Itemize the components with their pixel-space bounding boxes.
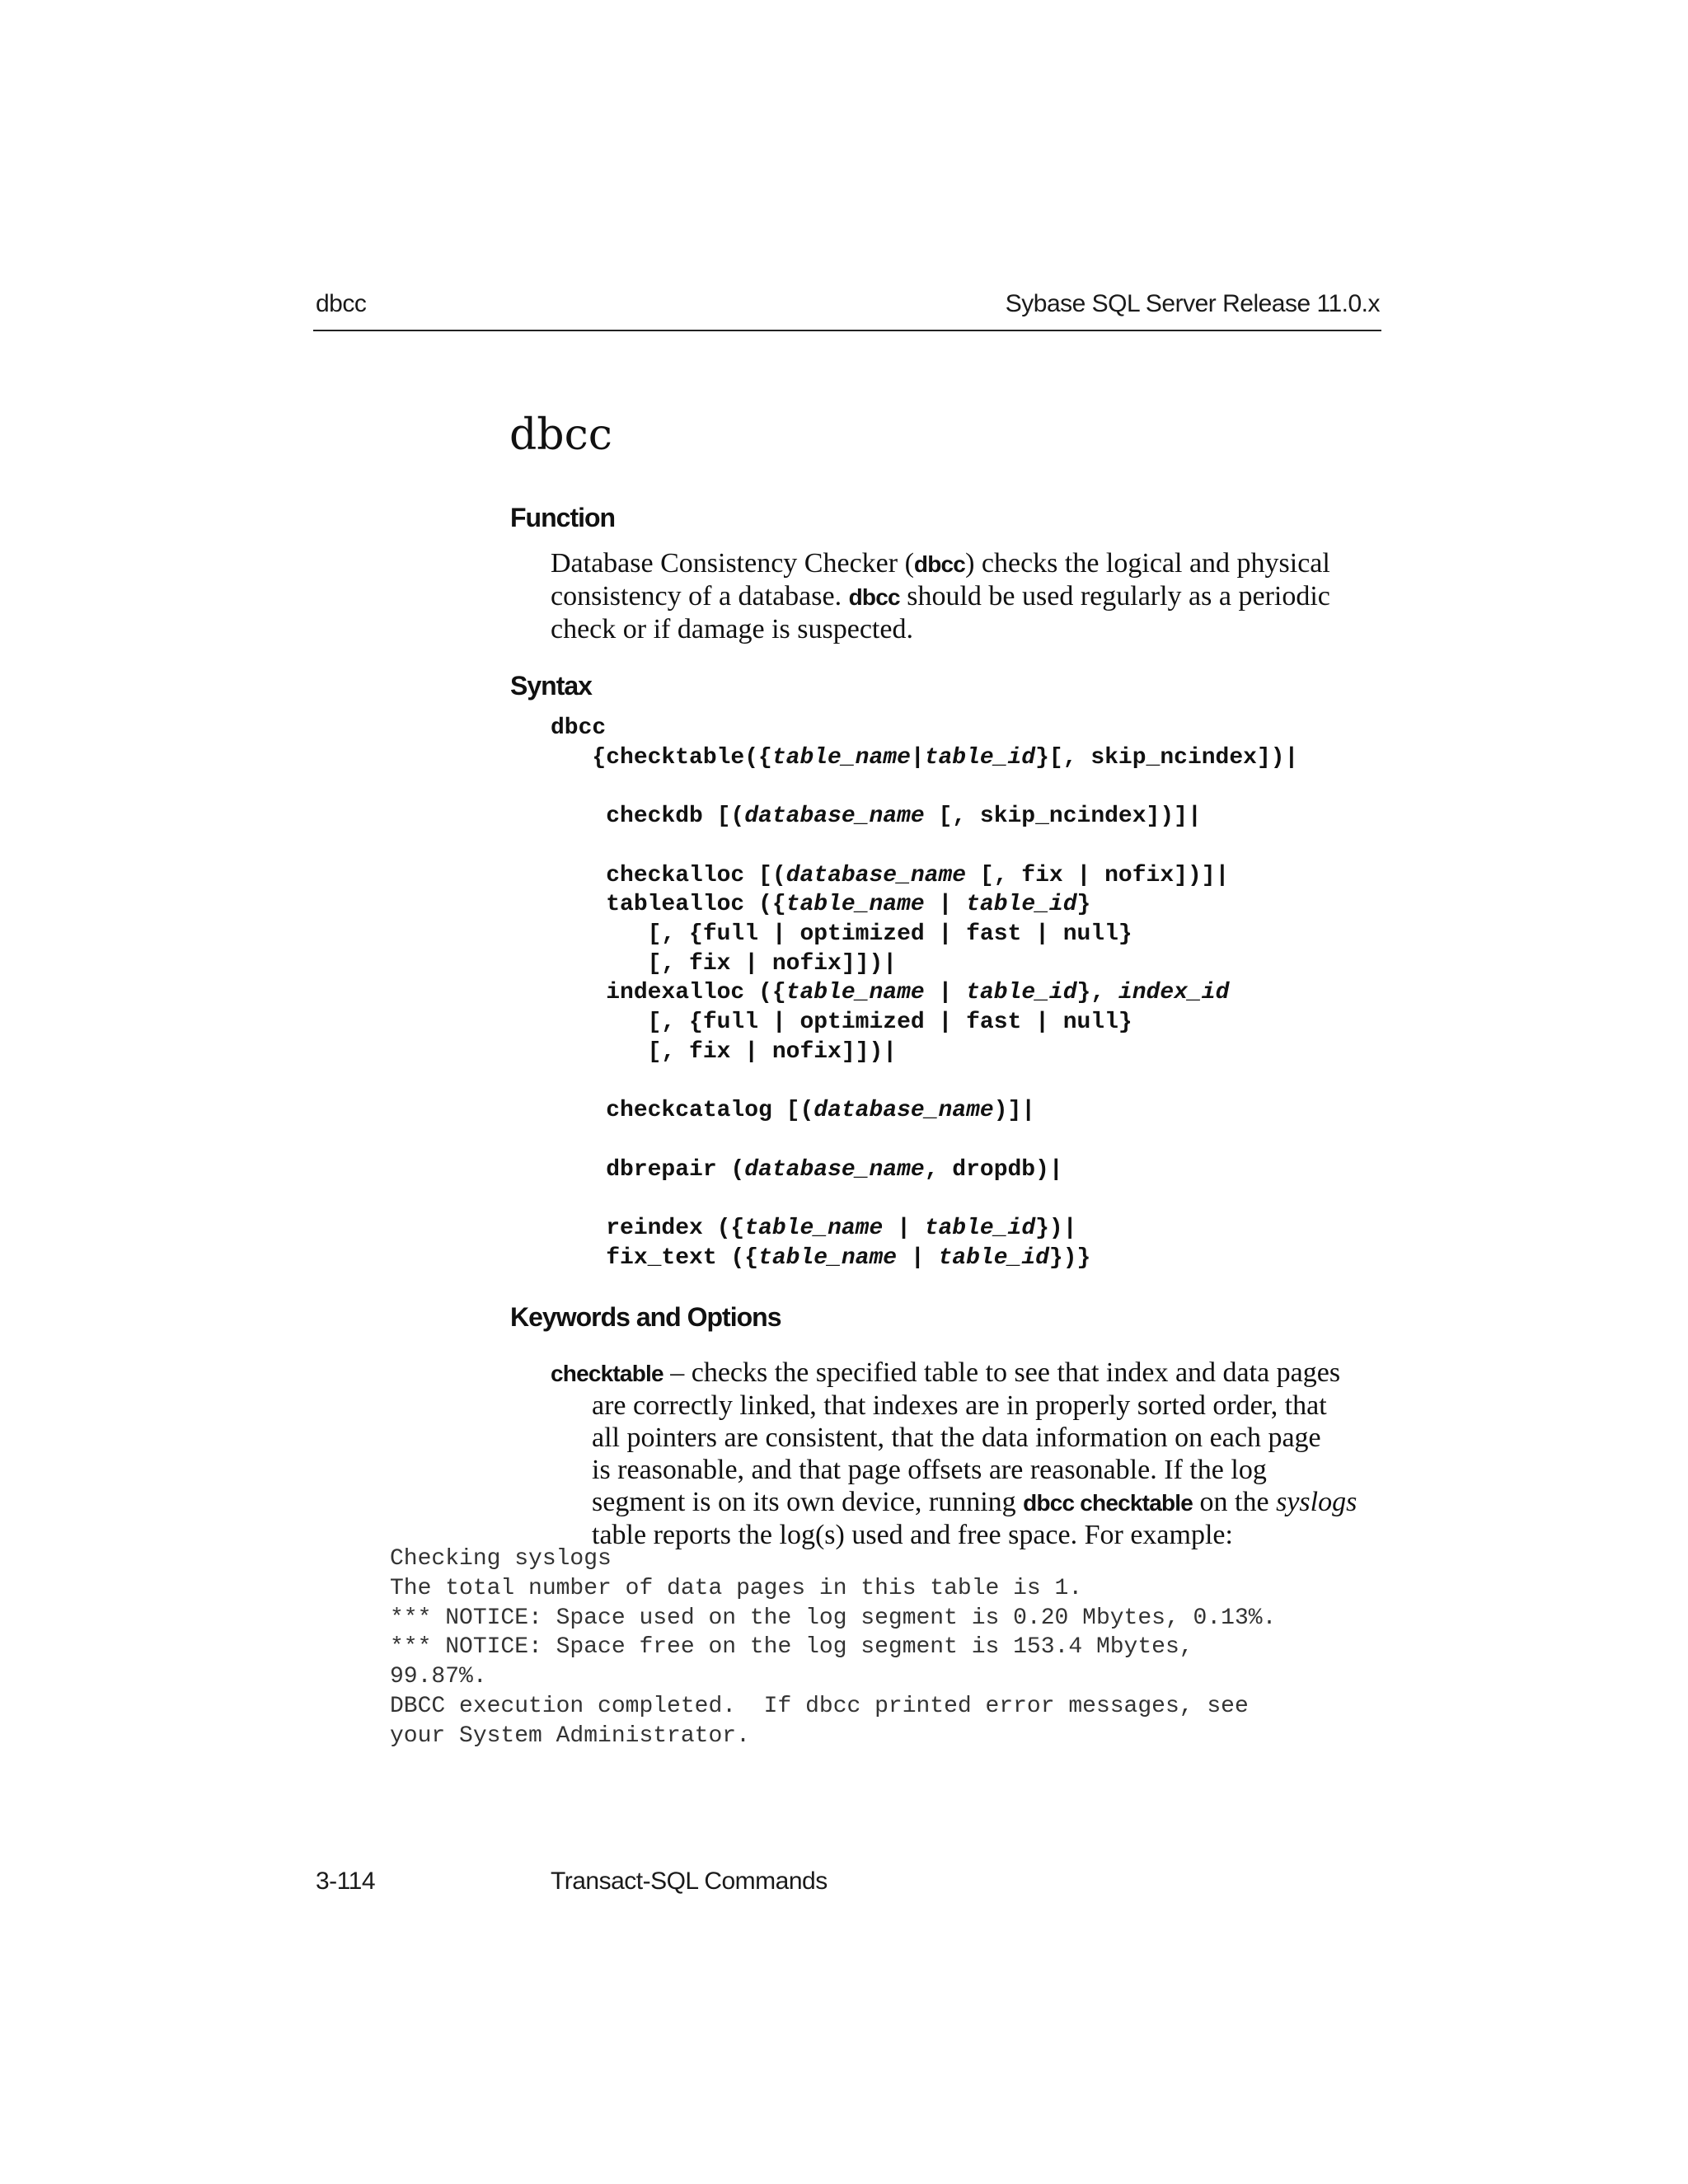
checktable-line-4: is reasonable, and that page offsets are reasonable. If the log — [592, 1455, 1267, 1485]
function-line-1: Database Consistency Checker (dbcc) checks the logical and physical — [551, 548, 1330, 579]
output-line: DBCC execution completed. If dbcc printed error messages, see — [390, 1693, 1249, 1719]
running-header-right: Sybase SQL Server Release 11.0.x — [1005, 290, 1380, 317]
page-title: dbcc — [509, 410, 612, 460]
function-heading: Function — [510, 503, 616, 532]
output-line: your System Administrator. — [390, 1722, 750, 1749]
header-rule — [313, 330, 1381, 331]
output-line: The total number of data pages in this table is 1. — [390, 1575, 1083, 1601]
dbcc-checktable-command: dbcc checktable — [1023, 1490, 1193, 1516]
output-line: Checking syslogs — [390, 1546, 612, 1572]
function-line-2: consistency of a database. dbcc should be used regularly as a periodic — [551, 581, 1330, 612]
output-line: *** NOTICE: Space used on the log segment is 0.20 Mbytes, 0.13%. — [390, 1605, 1277, 1631]
dbcc-command: dbcc — [913, 551, 966, 577]
syntax-block: dbcc {checktable({table_name|table_id}[, skip_ncindex])| checkdb [(database_name [, skip_ncindex])]| checkalloc [(database_name [, fix | nofix])]| tablealloc ({table_name | table_id} [, {full | optimized | fast | null} [, fix | nofix]])| indexalloc ({table_name | table_id}, index_id [, {full | optimized | fast | null} [, fix | nofix]])| checkcatalog [(database_name)]| dbrepair (database_name, dropdb)| reindex ({table_name | table_id})| fix_text ({table_name | table_id})} — [551, 715, 1299, 1271]
checktable-line-6: table reports the log(s) used and free space. For example: — [592, 1520, 1233, 1550]
checktable-line-3: all pointers are consistent, that the data information on each page — [592, 1422, 1321, 1453]
syntax-heading: Syntax — [510, 671, 592, 701]
function-paragraph — [551, 547, 1391, 645]
syslogs-table-name: syslogs — [1276, 1487, 1357, 1517]
output-line: 99.87%. — [390, 1664, 487, 1690]
checktable-entry — [551, 1357, 1375, 1551]
dbcc-command: dbcc — [848, 584, 900, 610]
running-header-left: dbcc — [316, 290, 367, 317]
output-line: *** NOTICE: Space free on the log segment is 153.4 Mbytes, — [390, 1634, 1193, 1661]
checktable-line-5: segment is on its own device, running dbcc checktable on the syslogs — [592, 1487, 1357, 1517]
chapter-title: Transact-SQL Commands — [551, 1868, 828, 1895]
checktable-term: checktable — [551, 1361, 663, 1386]
keywords-heading: Keywords and Options — [510, 1302, 781, 1332]
checktable-line-2: are correctly linked, that indexes are in properly sorted order, that — [592, 1390, 1327, 1421]
checktable-line-1: checktable – checks the specified table to see that index and data pages — [551, 1357, 1341, 1388]
example-output — [390, 1544, 1276, 1751]
function-line-3: check or if damage is suspected. — [551, 614, 913, 644]
page-number: 3-114 — [316, 1868, 376, 1895]
